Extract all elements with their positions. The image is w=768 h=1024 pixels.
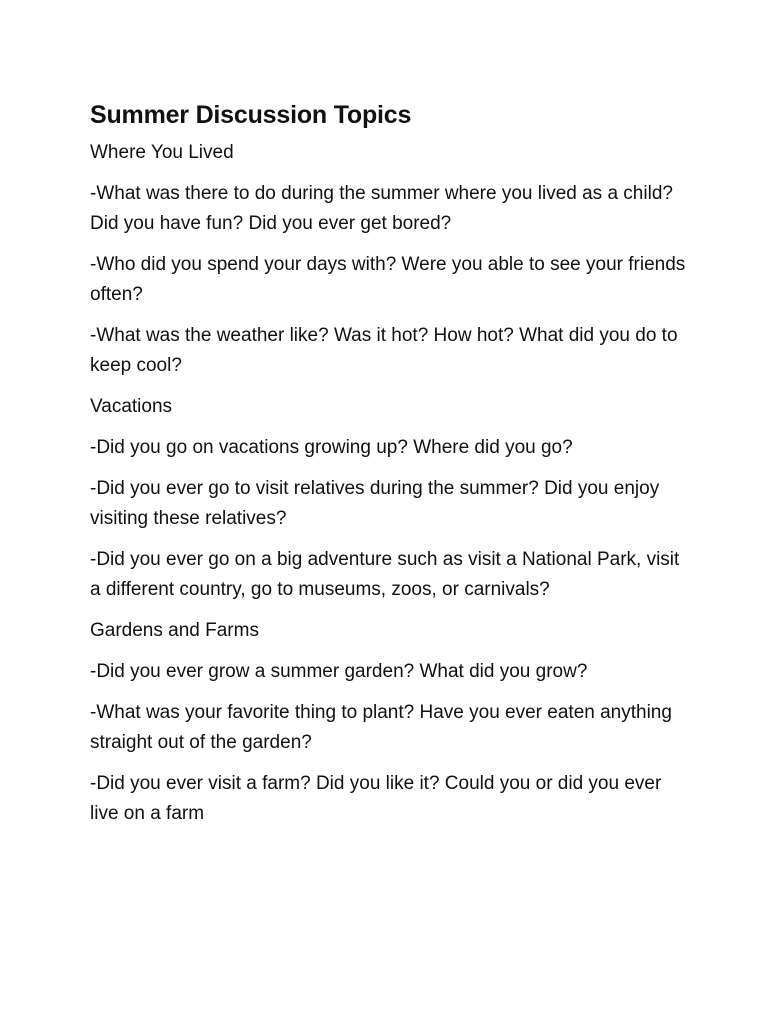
discussion-question: -Who did you spend your days with? Were you able to see your friends often?: [90, 254, 686, 305]
section-where-you-lived: [90, 138, 690, 381]
discussion-question: -What was your favorite thing to plant? Have you ever eaten anything straight out of the garden?: [90, 702, 672, 753]
section-gardens-and-farms: [90, 616, 690, 829]
discussion-question: -What was there to do during the summer where you lived as a child? Did you have fun? Did you ever get bored?: [90, 183, 673, 234]
discussion-question: -Did you ever grow a summer garden? What did you grow?: [90, 661, 588, 682]
discussion-question: -What was the weather like? Was it hot? How hot? What did you do to keep cool?: [90, 325, 678, 376]
section-heading: Where You Lived: [90, 142, 234, 163]
section-heading: Vacations: [90, 396, 173, 417]
section-heading: Gardens and Farms: [90, 620, 259, 641]
discussion-question: -Did you ever visit a farm? Did you like it? Could you or did you ever live on a farm: [90, 773, 662, 824]
discussion-question: -Did you ever go on a big adventure such as visit a National Park, visit a different country, go to museums, zoos, or carnivals?: [90, 549, 680, 600]
document-title: Summer Discussion Topics: [90, 101, 412, 129]
discussion-question: -Did you go on vacations growing up? Where did you go?: [90, 437, 573, 458]
discussion-question: -Did you ever go to visit relatives during the summer? Did you enjoy visiting these relatives?: [90, 478, 660, 529]
section-vacations: [90, 392, 690, 605]
document-page: [90, 96, 690, 840]
